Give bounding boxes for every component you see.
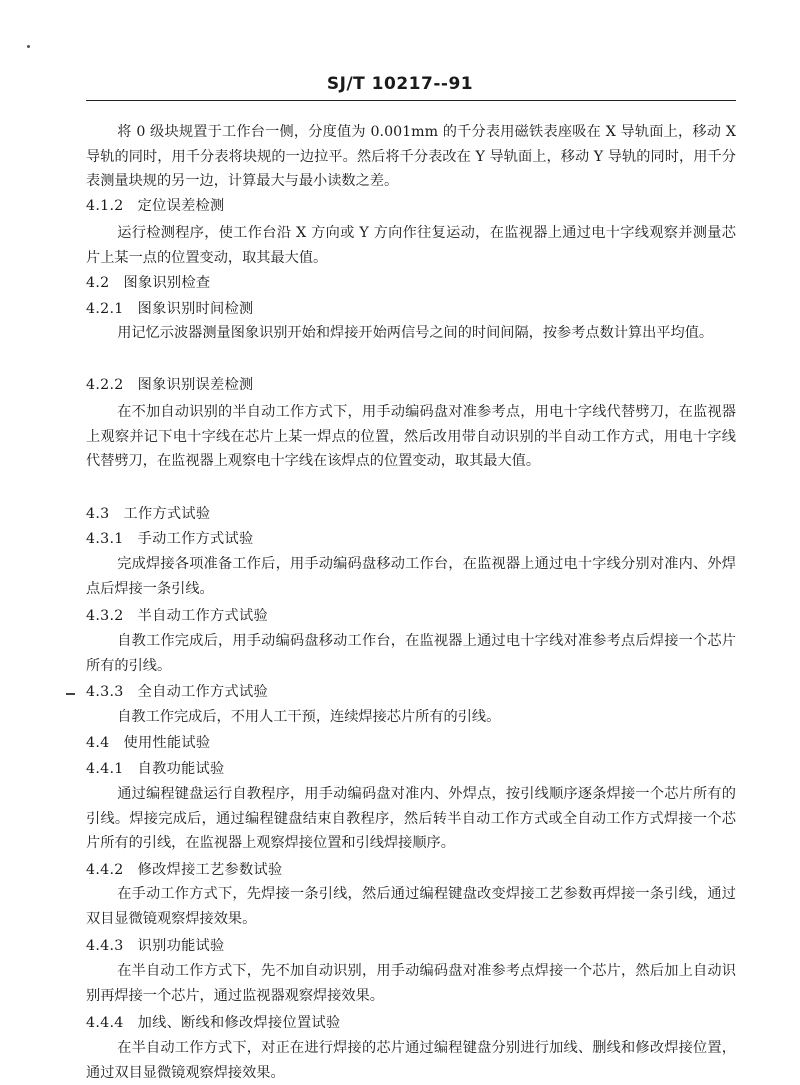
header-rule — [86, 100, 736, 101]
section-title: 加线、断线和修改焊接位置试验 — [137, 1015, 341, 1031]
section-heading — [86, 194, 736, 219]
section-heading — [86, 297, 736, 322]
section-number: 4.4.4 — [86, 1015, 124, 1031]
section-heading — [86, 680, 736, 705]
section-heading — [86, 604, 736, 629]
section-title: 工作方式试验 — [123, 506, 211, 522]
section-title: 识别功能试验 — [137, 938, 225, 954]
paragraph: 运行检测程序，使工作台沿 X 方向或 Y 方向作往复运动，在监视器上通过电十字线观察并测量芯片上某一点的位置变动，取其最大值。 — [86, 225, 736, 266]
paragraph: 自教工作完成后，用手动编码盘移动工作台，在监视器上通过电十字线对准参考点后焊接一个芯片所有的引线。 — [86, 633, 736, 674]
paragraph: 在手动工作方式下，先焊接一条引线，然后通过编程键盘改变焊接工艺参数再焊接一条引线，通过双目显微镜观察焊接效果。 — [86, 886, 736, 927]
section-title: 自教功能试验 — [137, 761, 225, 777]
section-number: 4.3.1 — [86, 531, 124, 547]
paragraph: 用记忆示波器测量图象识别开始和焊接开始两信号之间的时间间隔，按参考点数计算出平均值。 — [117, 325, 714, 341]
scan-speck — [27, 45, 30, 48]
section-number: 4.4.1 — [86, 761, 124, 777]
section-title: 手动工作方式试验 — [137, 531, 254, 547]
section-title: 全自动工作方式试验 — [137, 684, 268, 700]
paragraph: 在半自动工作方式下，先不加自动识别，用手动编码盘对准参考点焊接一个芯片，然后加上自动识别再焊接一个芯片，通过监视器观察焊接效果。 — [86, 963, 736, 1004]
paragraph: 在不加自动识别的半自动工作方式下，用手动编码盘对准参考点，用电十字线代替劈刀，在监视器上观察并记下电十字线在芯片上某一焊点的位置，然后改用带自动识别的半自动工作方式，用电十字线代替劈刀，在监视器上观察电十字线在该焊点的位置变动，取其最大值。 — [86, 404, 736, 470]
section-heading — [86, 271, 736, 296]
section-number: 4.4.3 — [86, 938, 124, 954]
section-number: 4.2.1 — [86, 301, 124, 317]
section-heading — [86, 527, 736, 552]
paragraph: 将 0 级块规置于工作台一侧，分度值为 0.001mm 的千分表用磁铁表座吸在 X 导轨面上，移动 X 导轨的同时，用千分表将块规的一边拉平。然后将千分表改在 Y 导轨面上，移动 Y 导轨的同时，用千分表测量块规的另一边，计算最大与最小读数之差。 — [86, 124, 736, 190]
paragraph: 完成焊接各项准备工作后，用手动编码盘移动工作台，在监视器上通过电十字线分别对准内、外焊点后焊接一条引线。 — [86, 556, 736, 597]
section-title: 图象识别误差检测 — [137, 377, 254, 393]
section-number: 4.4 — [86, 735, 110, 751]
section-heading — [86, 731, 736, 756]
section-number: 4.3 — [86, 506, 110, 522]
section-title: 使用性能试验 — [123, 735, 211, 751]
section-title: 修改焊接工艺参数试验 — [137, 862, 283, 878]
section-heading — [86, 934, 736, 959]
section-heading — [86, 757, 736, 782]
section-heading — [86, 502, 736, 527]
section-number: 4.4.2 — [86, 862, 124, 878]
paragraph: 通过编程键盘运行自教程序，用手动编码盘对准内、外焊点，按引线顺序逐条焊接一个芯片所有的引线。焊接完成后，通过编程键盘结束自教程序，然后转半自动工作方式或全自动工作方式焊接一个芯片所有的引线，在监视器上观察焊接位置和引线焊接顺序。 — [86, 786, 736, 852]
section-heading — [86, 858, 736, 883]
section-number: 4.3.2 — [86, 608, 124, 624]
section-number: 4.2 — [86, 275, 110, 291]
page-header: SJ/T 10217--91 — [326, 74, 474, 94]
section-number: 4.1.2 — [86, 198, 124, 214]
section-title: 半自动工作方式试验 — [137, 608, 268, 624]
paragraph: 在半自动工作方式下，对正在进行焊接的芯片通过编程键盘分别进行加线、删线和修改焊接位置，通过双目显微镜观察焊接效果。 — [86, 1040, 736, 1081]
paragraph: 自教工作完成后，不用人工干预，连续焊接芯片所有的引线。 — [117, 709, 501, 725]
section-title: 图象识别检查 — [123, 275, 211, 291]
margin-mark — [66, 693, 75, 695]
section-heading — [86, 1011, 736, 1036]
section-number: 4.2.2 — [86, 377, 124, 393]
section-number: 4.3.3 — [86, 684, 124, 700]
section-heading — [86, 373, 736, 398]
section-title: 定位误差检测 — [137, 198, 225, 214]
section-title: 图象识别时间检测 — [137, 301, 254, 317]
